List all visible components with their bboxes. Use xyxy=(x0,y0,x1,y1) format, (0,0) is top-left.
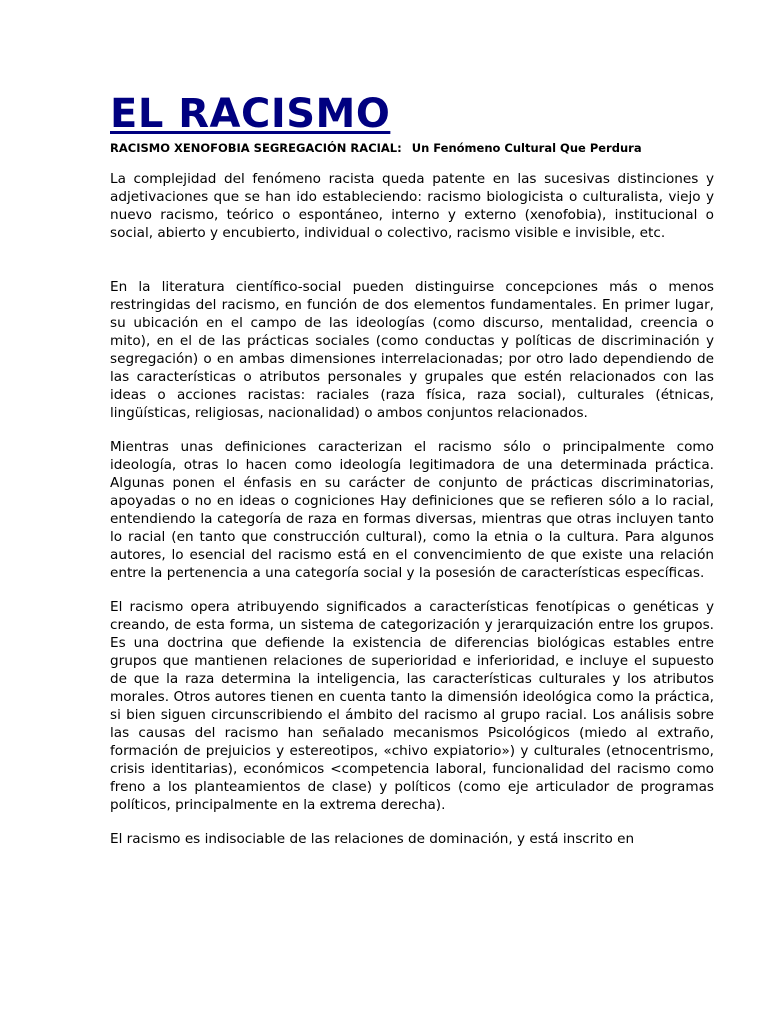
subtitle-tagline: Un Fenómeno Cultural Que Perdura xyxy=(411,141,642,155)
paragraph-1: La complejidad del fenómeno racista queda patente en las sucesivas distinciones y adjetivaciones que se han ido estableciendo: racismo biologicista o culturalista, viejo y nuevo racismo, teórico o espontáneo, interno y externo (xenofobia), institucional o social, abierto y encubierto, individual o colectivo, racismo visible e invisible, etc. xyxy=(110,171,714,241)
paragraph-3: Mientras unas definiciones caracterizan el racismo sólo o principalmente como ideología, otras lo hacen como ideología legitimadora de una determinada práctica. Algunas ponen el énfasis en su carácter de conjunto de prácticas discriminatorias, apoyadas o no en ideas o cogniciones Hay definiciones que se refieren sólo a lo racial, entendiendo la categoría de raza en formas diversas, mientras que otras incluyen tanto lo racial (en tanto que construcción cultural), como la etnia o la cultura. Para algunos autores, lo esencial del racismo está en el convencimiento de que existe una relación entre la pertenencia a una categoría social y la posesión de características específicas. xyxy=(110,439,714,581)
page-subtitle xyxy=(110,140,714,156)
subtitle-topics: RACISMO XENOFOBIA SEGREGACIÓN RACIAL: xyxy=(110,141,402,155)
page-title: EL RACISMO xyxy=(110,91,391,137)
paragraph-2: En la literatura científico-social pueden distinguirse concepciones más o menos restringidas del racismo, en función de dos elementos fundamentales. En primer lugar, su ubicación en el campo de las ideologías (como discurso, mentalidad, creencia o mito), en el de las prácticas sociales (como conductas y políticas de discriminación y segregación) o en ambas dimensiones interrelacionadas; por otro lado dependiendo de las características o atributos personales y grupales que estén relacionados con las ideas o acciones racistas: raciales (raza física, raza social), culturales (étnicas, lingüísticas, religiosas, nacionalidad) o ambos conjuntos relacionados. xyxy=(110,279,714,421)
paragraph-4: El racismo opera atribuyendo significados a características fenotípicas o genéticas y creando, de esta forma, un sistema de categorización y jerarquización entre los grupos. Es una doctrina que defiende la existencia de diferencias biológicas estables entre grupos que mantienen relaciones de superioridad e inferioridad, e incluye el supuesto de que la raza determina la inteligencia, las características culturales y los atributos morales. Otros autores tienen en cuenta tanto la dimensión ideológica como la práctica, si bien siguen circunscribiendo el ámbito del racismo al grupo racial. Los análisis sobre las causas del racismo han señalado mecanismos Psicológicos (miedo al extraño, formación de prejuicios y estereotipos, «chivo expiatorio») y culturales (etnocentrismo, crisis identitarias), económicos <competencia laboral, funcionalidad del racismo como freno a los planteamientos de clase) y políticos (como eje articulador de programas políticos, principalmente en la extrema derecha). xyxy=(110,599,714,813)
document-page xyxy=(110,90,714,848)
paragraph-5: El racismo es indisociable de las relaciones de dominación, y está inscrito en xyxy=(110,831,635,847)
